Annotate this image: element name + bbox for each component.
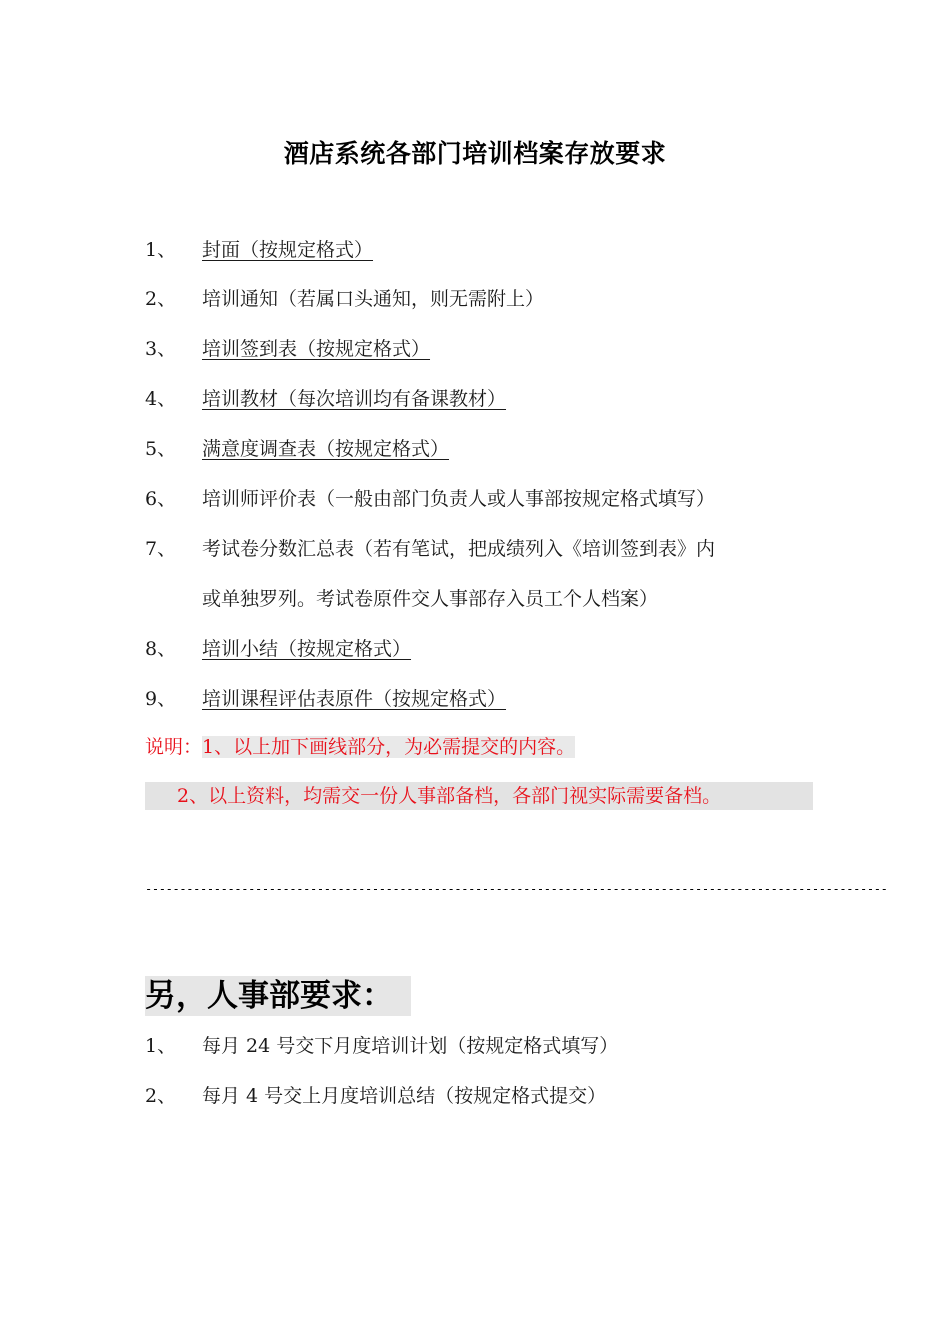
item-text: 考试卷分数汇总表（若有笔试，把成绩列入《培训签到表》内	[202, 538, 716, 560]
item-number: 2、	[145, 1085, 177, 1107]
item-number: 8、	[145, 638, 177, 660]
item-number: 5、	[145, 438, 177, 460]
item-number: 2、	[145, 288, 177, 310]
item-text: 或单独罗列。考试卷原件交人事部存入员工个人档案）	[202, 588, 659, 610]
item-text: 培训小结（按规定格式）	[202, 638, 412, 660]
item-text: 每月 24 号交下月度培训计划（按规定格式填写）	[202, 1035, 619, 1057]
note-line-1	[145, 733, 575, 761]
note-text-2: 2、以上资料，均需交一份人事部备档，各部门视实际需要备档。	[177, 785, 722, 807]
note-text-1: 1、以上加下画线部分，为必需提交的内容。	[202, 736, 576, 758]
item-text: 培训师评价表（一般由部门负责人或人事部按规定格式填写）	[202, 488, 716, 510]
item-number: 1、	[145, 1035, 177, 1057]
item-text: 培训教材（每次培训均有备课教材）	[202, 388, 507, 410]
document-title: 酒店系统各部门培训档案存放要求	[283, 139, 667, 168]
item-text: 满意度调查表（按规定格式）	[202, 438, 450, 460]
item-text: 培训通知（若属口头通知，则无需附上）	[202, 288, 545, 310]
note-prefix: 说明：	[145, 736, 203, 758]
item-text: 封面（按规定格式）	[202, 239, 374, 261]
note-line-2	[145, 782, 813, 810]
item-number: 7、	[145, 538, 177, 560]
dashed-divider: ------------------------------------------------------------------------------------------------------------	[145, 882, 888, 896]
item-text: 培训签到表（按规定格式）	[202, 338, 431, 360]
item-text: 每月 4 号交上月度培训总结（按规定格式提交）	[202, 1085, 607, 1107]
item-number: 4、	[145, 388, 177, 410]
item-number: 1、	[145, 239, 177, 261]
item-number: 6、	[145, 488, 177, 510]
item-number: 3、	[145, 338, 177, 360]
item-text: 培训课程评估表原件（按规定格式）	[202, 688, 507, 710]
item-number: 9、	[145, 688, 177, 710]
hr-section-heading: 另，人事部要求：	[145, 976, 411, 1016]
